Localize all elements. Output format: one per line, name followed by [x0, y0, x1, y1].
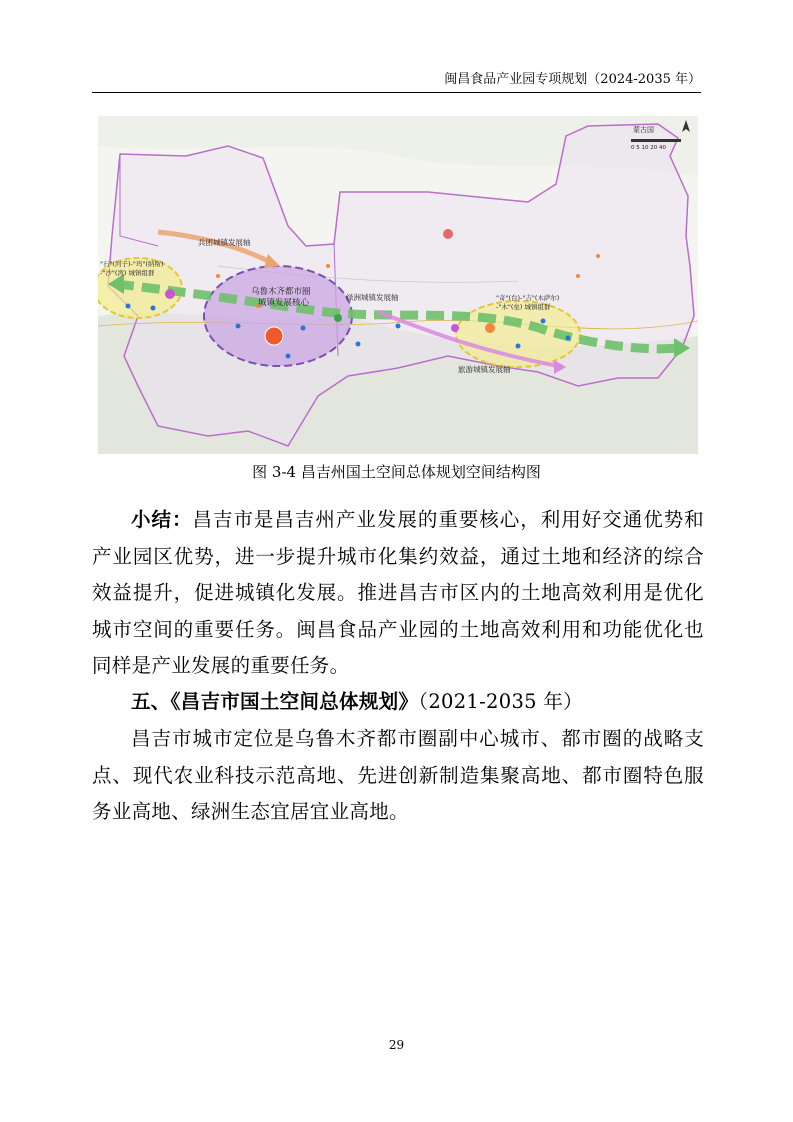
bingtuan-axis-label: 兵团城镇发展轴 [198, 238, 251, 247]
town-node [236, 324, 241, 329]
town-node [216, 274, 220, 278]
town-node [566, 336, 571, 341]
planning-map-figure [98, 116, 698, 454]
scale-label: 0 5 10 20 40 [631, 145, 666, 151]
town-node [356, 342, 361, 347]
page-header [92, 70, 701, 93]
east-group-label-1: "奇"(台)-"吉"(木萨尔) [496, 294, 560, 302]
town-node [596, 254, 600, 258]
city-node [485, 323, 495, 333]
tourism-axis-label: 旅游城镇发展轴 [458, 365, 511, 374]
town-node [516, 344, 521, 349]
section-heading-title: 五、《昌吉市国土空间总体规划》 [131, 690, 419, 713]
urumqi-node [265, 327, 283, 345]
town-node [576, 274, 580, 278]
mongolia-label: 蒙古国 [633, 126, 654, 134]
figure-caption: 图 3-4 昌吉州国土空间总体规划空间结构图 [252, 463, 541, 481]
core-title-label: 乌鲁木齐都市圈 [251, 287, 311, 297]
summary-paragraph [92, 502, 704, 685]
summary-text: 昌吉市是昌吉州产业发展的重要核心，利用好交通优势和产业园区优势，进一步提升城市化集约效益，通过土地和经济的综合效益提升，促进城镇化发展。推进昌吉市区内的土地高效利用是优化城市空间的重要任务。闽昌食品产业园的土地高效利用和功能优化也同样是产业发展的重要任务。 [92, 508, 704, 677]
west-group-label-1: "石"(河子)-"玛"(纳斯) [100, 260, 164, 268]
town-node [396, 324, 401, 329]
spatial-structure-map [98, 116, 698, 454]
scale-bar [631, 139, 681, 142]
town-node [326, 264, 330, 268]
section-heading [92, 684, 704, 721]
page-number: 29 [388, 1038, 405, 1052]
city-node [165, 289, 175, 299]
city-node [334, 314, 342, 322]
town-node [301, 326, 306, 331]
core-sub-label: 城镇发展核心 [258, 298, 310, 308]
town-node [541, 319, 546, 324]
town-node [286, 354, 291, 359]
town-node [151, 306, 156, 311]
west-group-label-2: -"沙"(湾) 城镇组群 [100, 269, 155, 277]
city-node [443, 229, 453, 239]
positioning-paragraph: 昌吉市城市定位是乌鲁木齐都市圈副中心城市、都市圈的战略支点、现代农业科技示范高地、先进创新制造集聚高地、都市圈特色服务业高地、绿洲生态宜居宜业高地。 [92, 727, 704, 823]
header-title: 闽昌食品产业园专项规划（2024-2035 年） [444, 72, 701, 87]
town-node [126, 304, 131, 309]
city-node [451, 324, 459, 332]
oasis-axis-label: 绿洲城镇发展轴 [346, 293, 399, 302]
section-heading-years: （2021-2035 年） [418, 690, 583, 713]
summary-label: 小结： [131, 508, 193, 531]
east-group-label-2: -"木"(垒) 城镇组群 [496, 303, 551, 311]
